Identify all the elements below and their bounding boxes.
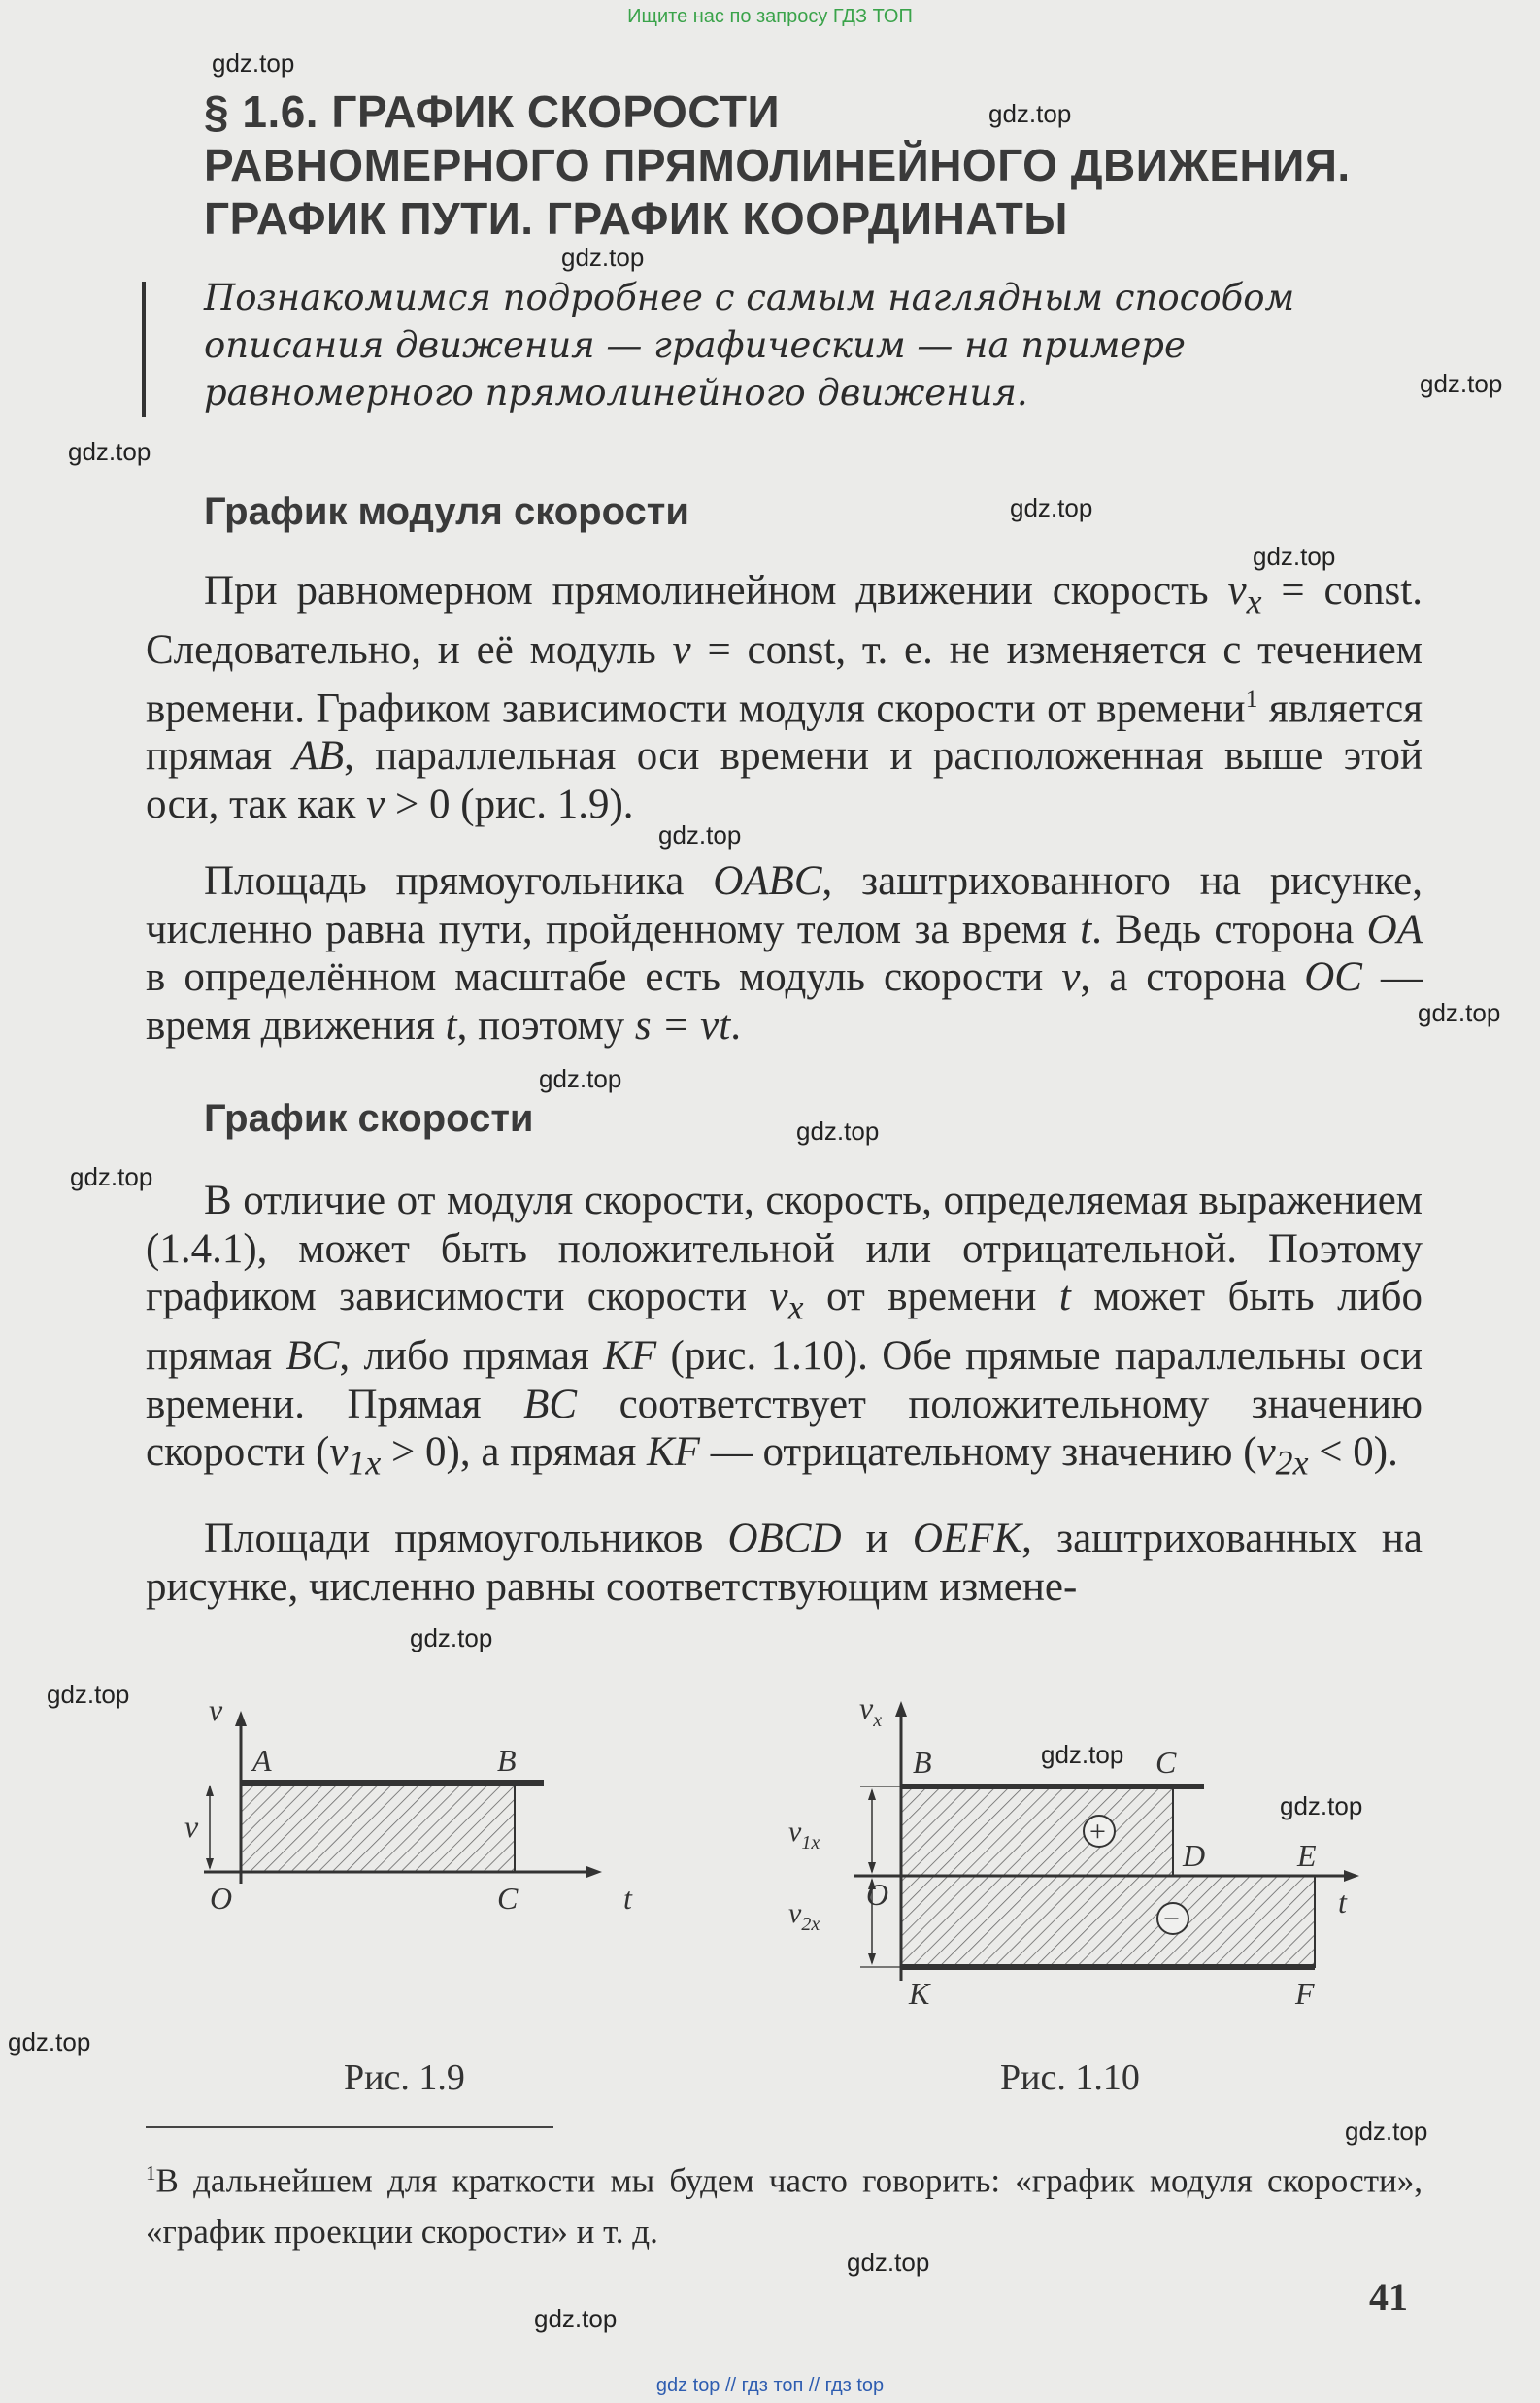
dimension-label-v: v bbox=[184, 1809, 199, 1844]
point-label-C: C bbox=[497, 1881, 519, 1916]
watermark: gdz.top bbox=[1420, 369, 1503, 398]
arrow-right-icon bbox=[586, 1866, 602, 1878]
point-label-B: B bbox=[913, 1745, 932, 1780]
watermark: gdz.top bbox=[534, 2304, 618, 2333]
hatched-area-positive bbox=[901, 1786, 1173, 1876]
watermark: gdz.top bbox=[1280, 1791, 1363, 1820]
point-label-O: O bbox=[866, 1877, 889, 1912]
arrow-up-icon bbox=[206, 1785, 214, 1796]
paragraph: Площади прямоугольников OBCD и OEFK, заштрихованных на рисунке, численно равны соответствующим измене- bbox=[146, 1516, 1423, 1610]
arrow-up-icon bbox=[235, 1711, 247, 1726]
subheading: График скорости bbox=[204, 1097, 534, 1140]
hatched-area bbox=[241, 1783, 515, 1872]
watermark: gdz.top bbox=[70, 1162, 153, 1191]
point-label-A: A bbox=[252, 1743, 272, 1778]
watermark: gdz.top bbox=[988, 99, 1072, 128]
point-label-E: E bbox=[1297, 1838, 1317, 1873]
axis-label-t: t bbox=[623, 1881, 632, 1916]
figure-1-10 bbox=[777, 1689, 1379, 2019]
point-label-K: K bbox=[909, 1976, 930, 2011]
paragraph: При равномерном прямолинейном движении скорость $v_x$ = const. Следовательно, и её модуль v = const, т. е. не изменяется с течением времени. Графиком зависимости модуля скорости от времени$^1$ является прямая AB, параллельная оси времени и расположенная выше этой оси, так как v > 0 (рис. 1.9). bbox=[146, 568, 1423, 827]
watermark: gdz.top bbox=[847, 2248, 930, 2277]
top-banner[interactable]: Ищите нас по запросу ГДЗ ТОП bbox=[627, 6, 913, 27]
point-label-O: O bbox=[210, 1881, 233, 1916]
watermark: gdz.top bbox=[212, 49, 295, 78]
footnote: $^1$В дальнейшем для краткости мы будем часто говорить: «график модуля скорости», «график проекции скорости» и т. д. bbox=[146, 2161, 1423, 2251]
paragraph: Площадь прямоугольника OABC, заштрихованного на рисунке, численно равна пути, пройденному телом за время t. Ведь сторона OA в определённом масштабе есть модуль скорости v, а сторона OC — время движения t, поэтому s = vt. bbox=[146, 858, 1423, 1049]
footnote-divider bbox=[146, 2126, 553, 2128]
point-label-C: C bbox=[1155, 1745, 1177, 1780]
page-number: 41 bbox=[1369, 2275, 1408, 2319]
heading-line: § 1.6. ГРАФИК СКОРОСТИ bbox=[204, 86, 781, 137]
axis-label-v: v bbox=[209, 1692, 223, 1727]
point-label-B: B bbox=[497, 1743, 517, 1778]
plus-sign: + bbox=[1089, 1816, 1106, 1848]
point-label-D: D bbox=[1183, 1838, 1206, 1873]
bottom-banner[interactable]: gdz top // гдз топ // гдз top bbox=[655, 2375, 885, 2396]
watermark: gdz.top bbox=[796, 1117, 880, 1146]
arrow-up-icon bbox=[895, 1701, 907, 1717]
watermark: gdz.top bbox=[1418, 998, 1501, 1027]
watermark: gdz.top bbox=[1041, 1740, 1124, 1769]
figure-caption: Рис. 1.10 bbox=[1000, 2057, 1140, 2098]
minus-sign: − bbox=[1163, 1903, 1180, 1935]
watermark: gdz.top bbox=[8, 2027, 91, 2056]
arrow-down-icon bbox=[868, 1862, 876, 1874]
watermark: gdz.top bbox=[1010, 493, 1093, 522]
subheading: График модуля скорости bbox=[204, 490, 689, 533]
arrow-down-icon bbox=[868, 1953, 876, 1965]
heading-line: ГРАФИК ПУТИ. ГРАФИК КООРДИНАТЫ bbox=[204, 193, 1068, 244]
section-heading bbox=[204, 85, 1351, 246]
watermark: gdz.top bbox=[410, 1623, 493, 1652]
intro-paragraph: Познакомимся подробнее с самым наглядным способом описания движения — графическим — на примере равномерного прямолинейного движения. bbox=[204, 277, 1295, 414]
arrow-down-icon bbox=[206, 1858, 214, 1870]
watermark: gdz.top bbox=[658, 820, 742, 850]
axis-label-vx: $v_x$ bbox=[859, 1690, 883, 1731]
dimension-label-v2x: $v_{2x}$ bbox=[788, 1897, 820, 1935]
heading-line: РАВНОМЕРНОГО ПРЯМОЛИНЕЙНОГО ДВИЖЕНИЯ. bbox=[204, 140, 1351, 190]
watermark: gdz.top bbox=[539, 1064, 622, 1093]
paragraph: В отличие от модуля скорости, скорость, определяемая выражением (1.4.1), может быть положительной или отрицательной. Поэтому графиком зависимости скорости $v_x$ от времени t может быть либо прямая BC, либо прямая KF (рис. 1.10). Обе прямые параллельны оси времени. Прямая BC соответствует положительному значению скорости $(v_{1x} > 0)$, а прямая KF — отрицательному значению $(v_{2x} < 0)$. bbox=[146, 1178, 1423, 1483]
arrow-right-icon bbox=[1344, 1870, 1359, 1882]
dimension-label-v1x: $v_{1x}$ bbox=[788, 1816, 820, 1853]
arrow-up-icon bbox=[868, 1788, 876, 1800]
watermark: gdz.top bbox=[68, 437, 151, 466]
watermark: gdz.top bbox=[1253, 542, 1336, 571]
watermark: gdz.top bbox=[1345, 2117, 1428, 2146]
point-label-F: F bbox=[1295, 1976, 1315, 2011]
intro-bar bbox=[142, 282, 146, 417]
axis-label-t: t bbox=[1338, 1885, 1347, 1919]
figure-1-9 bbox=[184, 1689, 670, 1932]
watermark: gdz.top bbox=[561, 243, 645, 272]
hatched-area-negative bbox=[901, 1876, 1315, 1967]
figure-caption: Рис. 1.9 bbox=[344, 2057, 465, 2098]
watermark: gdz.top bbox=[47, 1680, 130, 1709]
